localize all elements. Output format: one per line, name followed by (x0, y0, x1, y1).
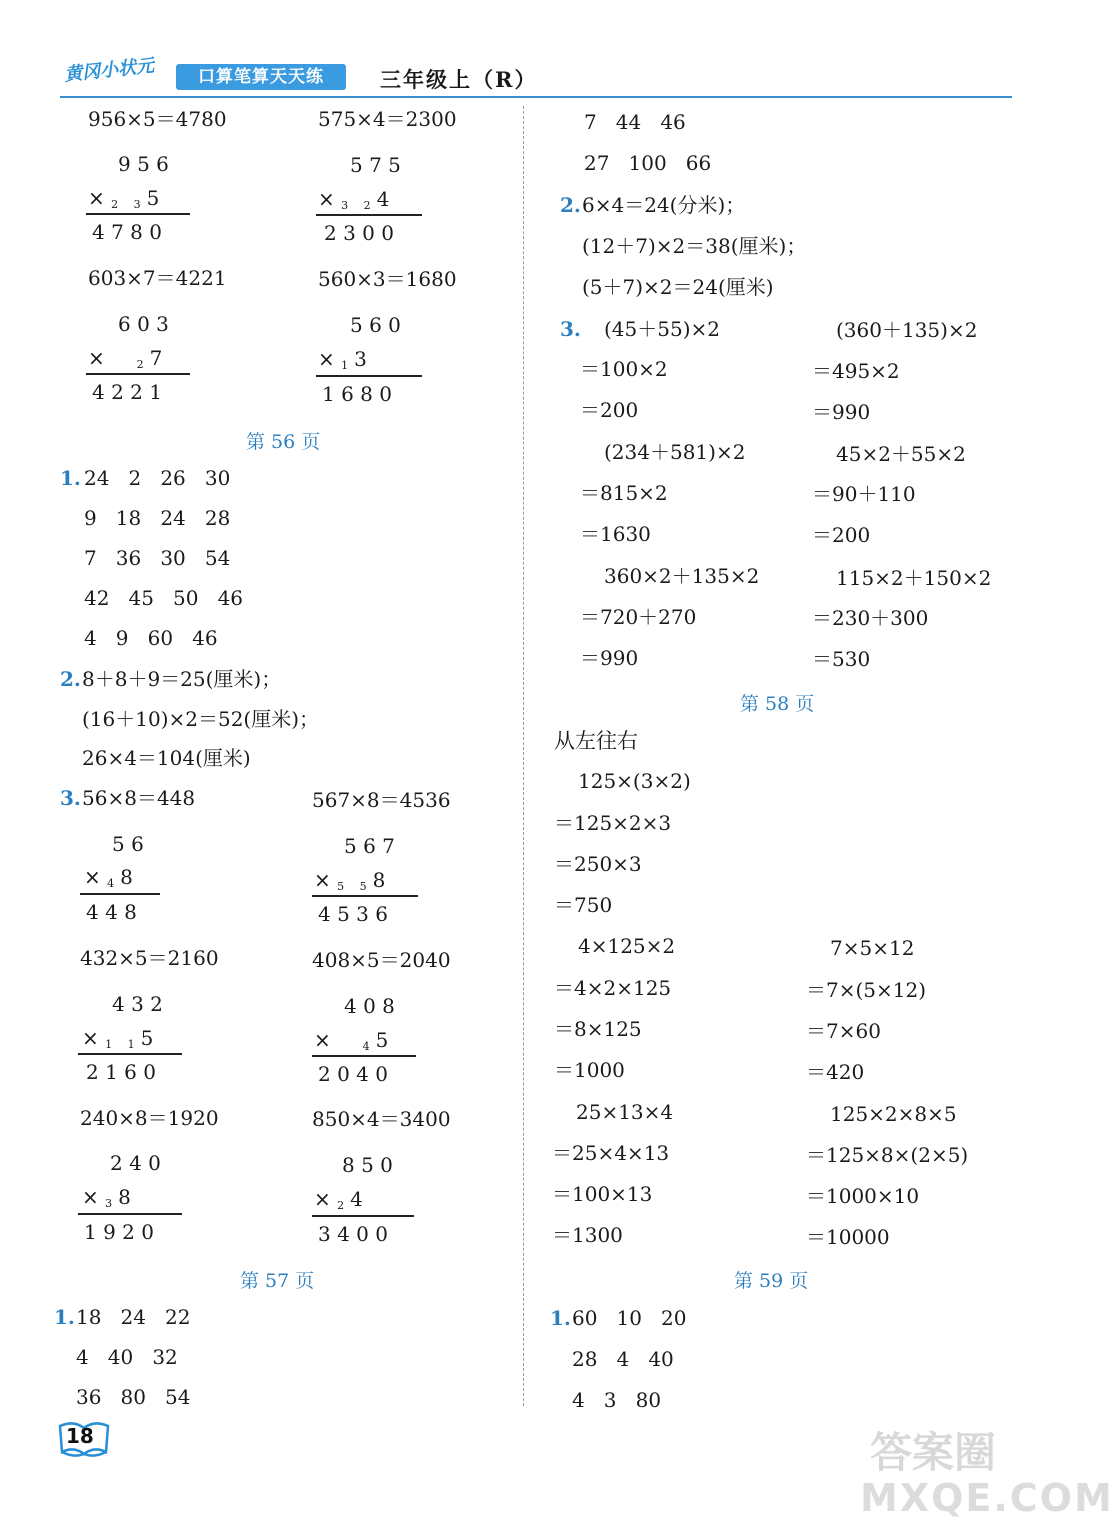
calc-step: 115×2＋150×2 (836, 566, 992, 590)
vertical-result: 4 2 2 1 (92, 380, 162, 404)
calc-step: 360×2＋135×2 (604, 564, 760, 588)
question-number: 3. (560, 317, 581, 341)
calc-step: ＝250×3 (554, 852, 642, 876)
vertical-rule (312, 1055, 416, 1057)
question-number: 2. (60, 667, 81, 691)
calc-step: ＝100×13 (552, 1182, 653, 1206)
equation: 408×5＝2040 (312, 948, 451, 972)
answer-row: 27 100 66 (584, 151, 712, 175)
answer-line: (5＋7)×2＝24(厘米) (582, 275, 774, 299)
equation: 560×3＝1680 (318, 267, 457, 291)
vertical-multiplier-row: × 13 (318, 347, 367, 372)
calc-step: ＝200 (580, 398, 639, 422)
vertical-top: 8 5 0 (342, 1153, 393, 1177)
calc-step: ＝230＋300 (812, 606, 929, 630)
vertical-multiplier-row: × 1 15 (82, 1026, 154, 1051)
calc-step: ＝125×8×(2×5) (806, 1143, 969, 1167)
answer-row: 60 10 20 (572, 1306, 687, 1330)
answer-row: 4 3 80 (572, 1388, 662, 1412)
vertical-result: 4 4 8 (86, 900, 137, 924)
calc-step: ＝420 (806, 1060, 865, 1084)
brand-logo: 黄冈小状元 (63, 55, 156, 86)
answer-row: 28 4 40 (572, 1347, 674, 1371)
question-number: 2. (560, 193, 581, 217)
vertical-result: 2 1 6 0 (86, 1060, 156, 1084)
question-number: 1. (54, 1305, 75, 1329)
calc-step: ＝7×(5×12) (806, 978, 927, 1002)
answer-line: (12＋7)×2＝38(厘米)； (582, 234, 807, 258)
calc-step: (234＋581)×2 (604, 440, 746, 464)
vertical-top: 5 6 0 (350, 313, 401, 337)
column-divider (523, 106, 524, 1406)
answer-row: 4 40 32 (76, 1345, 178, 1369)
calc-step: ＝530 (812, 647, 871, 671)
answer-line: (16＋10)×2＝52(厘米)； (82, 707, 320, 731)
vertical-result: 4 7 8 0 (92, 220, 162, 244)
grade-title: 三年级上（R） (380, 67, 538, 92)
calc-step: ＝200 (812, 523, 871, 547)
calc-step: 125×(3×2) (578, 769, 691, 793)
vertical-rule (316, 214, 422, 216)
page-heading: 第 59 页 (734, 1270, 809, 1292)
calc-step: ＝815×2 (580, 481, 668, 505)
calc-step: ＝1000×10 (806, 1184, 920, 1208)
vertical-multiplier-row: × 3 24 (318, 187, 390, 212)
header-rule (60, 96, 1012, 98)
answer-row: 36 80 54 (76, 1385, 191, 1409)
vertical-result: 4 5 3 6 (318, 902, 388, 926)
vertical-multiplier-row: × 48 (84, 865, 133, 890)
calc-step: ＝1630 (580, 522, 651, 546)
equation: 575×4＝2300 (318, 107, 457, 131)
calc-step: ＝25×4×13 (552, 1141, 670, 1165)
equation: 850×4＝3400 (312, 1107, 451, 1131)
answer-row: 24 2 26 30 (84, 466, 231, 490)
equation: 567×8＝4536 (312, 788, 451, 812)
calc-step: ＝125×2×3 (554, 811, 672, 835)
calc-step: ＝7×60 (806, 1019, 881, 1043)
vertical-rule (78, 1213, 182, 1215)
vertical-rule (80, 893, 160, 895)
vertical-rule (312, 895, 418, 897)
answer-line: 8＋8＋9＝25(厘米)； (82, 667, 282, 691)
instruction-text: 从左往右 (554, 729, 638, 753)
vertical-top: 5 6 7 (344, 834, 395, 858)
calc-step: (360＋135)×2 (836, 318, 978, 342)
equation: 432×5＝2160 (80, 946, 219, 970)
vertical-multiplier-row: × 38 (82, 1185, 131, 1210)
vertical-rule (312, 1215, 414, 1217)
answer-row: 42 45 50 46 (84, 586, 244, 610)
page-number: 18 (66, 1424, 94, 1448)
page-heading: 第 57 页 (240, 1270, 315, 1292)
answer-line: 26×4＝104(厘米) (82, 746, 251, 770)
vertical-top: 6 0 3 (118, 312, 169, 336)
equation: 956×5＝4780 (88, 107, 227, 131)
calc-step: 7×5×12 (830, 936, 915, 960)
calc-step: ＝990 (580, 646, 639, 670)
vertical-rule (78, 1053, 182, 1055)
answer-row: 7 44 46 (584, 110, 686, 134)
calc-step: ＝4×2×125 (554, 976, 672, 1000)
vertical-top: 5 6 (112, 832, 144, 856)
vertical-multiplier-row: × 45 (314, 1028, 389, 1053)
answer-row: 7 36 30 54 (84, 546, 231, 570)
vertical-multiplier-row: × 27 (88, 346, 163, 371)
vertical-top: 5 7 5 (350, 153, 401, 177)
answer-row: 4 9 60 46 (84, 626, 218, 650)
calc-step: ＝495×2 (812, 359, 900, 383)
calc-step: 45×2＋55×2 (836, 442, 966, 466)
calc-step: ＝10000 (806, 1225, 890, 1249)
watermark-logo: 答案圈 (870, 1428, 997, 1477)
question-number: 3. (60, 786, 81, 810)
vertical-top: 9 5 6 (118, 152, 169, 176)
answer-row: 9 18 24 28 (84, 506, 231, 530)
vertical-result: 2 0 4 0 (318, 1062, 388, 1086)
question-number: 1. (60, 466, 81, 490)
vertical-top: 2 4 0 (110, 1151, 161, 1175)
equation: 603×7＝4221 (88, 266, 227, 290)
answer-line: 6×4＝24(分米)； (582, 193, 746, 217)
calc-step: ＝8×125 (554, 1017, 642, 1041)
vertical-top: 4 0 8 (344, 994, 395, 1018)
calc-step: ＝1300 (552, 1223, 623, 1247)
calc-step: 125×2×8×5 (830, 1102, 957, 1126)
vertical-result: 1 9 2 0 (84, 1220, 154, 1244)
watermark-url: MXQE.COM (860, 1476, 1114, 1520)
calc-step: ＝90＋110 (812, 482, 916, 506)
vertical-multiplier-row: × 24 (314, 1187, 363, 1212)
calc-step: 4×125×2 (578, 934, 676, 958)
vertical-rule (86, 373, 190, 375)
question-number: 1. (550, 1306, 571, 1330)
calc-step: ＝750 (554, 893, 613, 917)
equation: 240×8＝1920 (80, 1106, 219, 1130)
calc-step: (45＋55)×2 (604, 317, 720, 341)
calc-step: ＝100×2 (580, 357, 668, 381)
vertical-result: 2 3 0 0 (324, 221, 394, 245)
vertical-top: 4 3 2 (112, 992, 163, 1016)
page-heading: 第 56 页 (246, 431, 321, 453)
vertical-result: 1 6 8 0 (322, 382, 392, 406)
series-banner: 口算笔算天天练 (176, 64, 346, 90)
vertical-result: 3 4 0 0 (318, 1222, 388, 1246)
vertical-multiplier-row: × 2 35 (88, 186, 160, 211)
vertical-rule (316, 375, 422, 377)
calc-step: ＝990 (812, 400, 871, 424)
answer-row: 18 24 22 (76, 1305, 191, 1329)
calc-step: ＝720＋270 (580, 605, 697, 629)
calc-step: ＝1000 (554, 1058, 625, 1082)
vertical-multiplier-row: × 5 58 (314, 868, 386, 893)
vertical-rule (86, 213, 190, 215)
calc-step: 25×13×4 (576, 1100, 674, 1124)
equation: 56×8＝448 (82, 786, 196, 810)
page-heading: 第 58 页 (740, 693, 815, 715)
